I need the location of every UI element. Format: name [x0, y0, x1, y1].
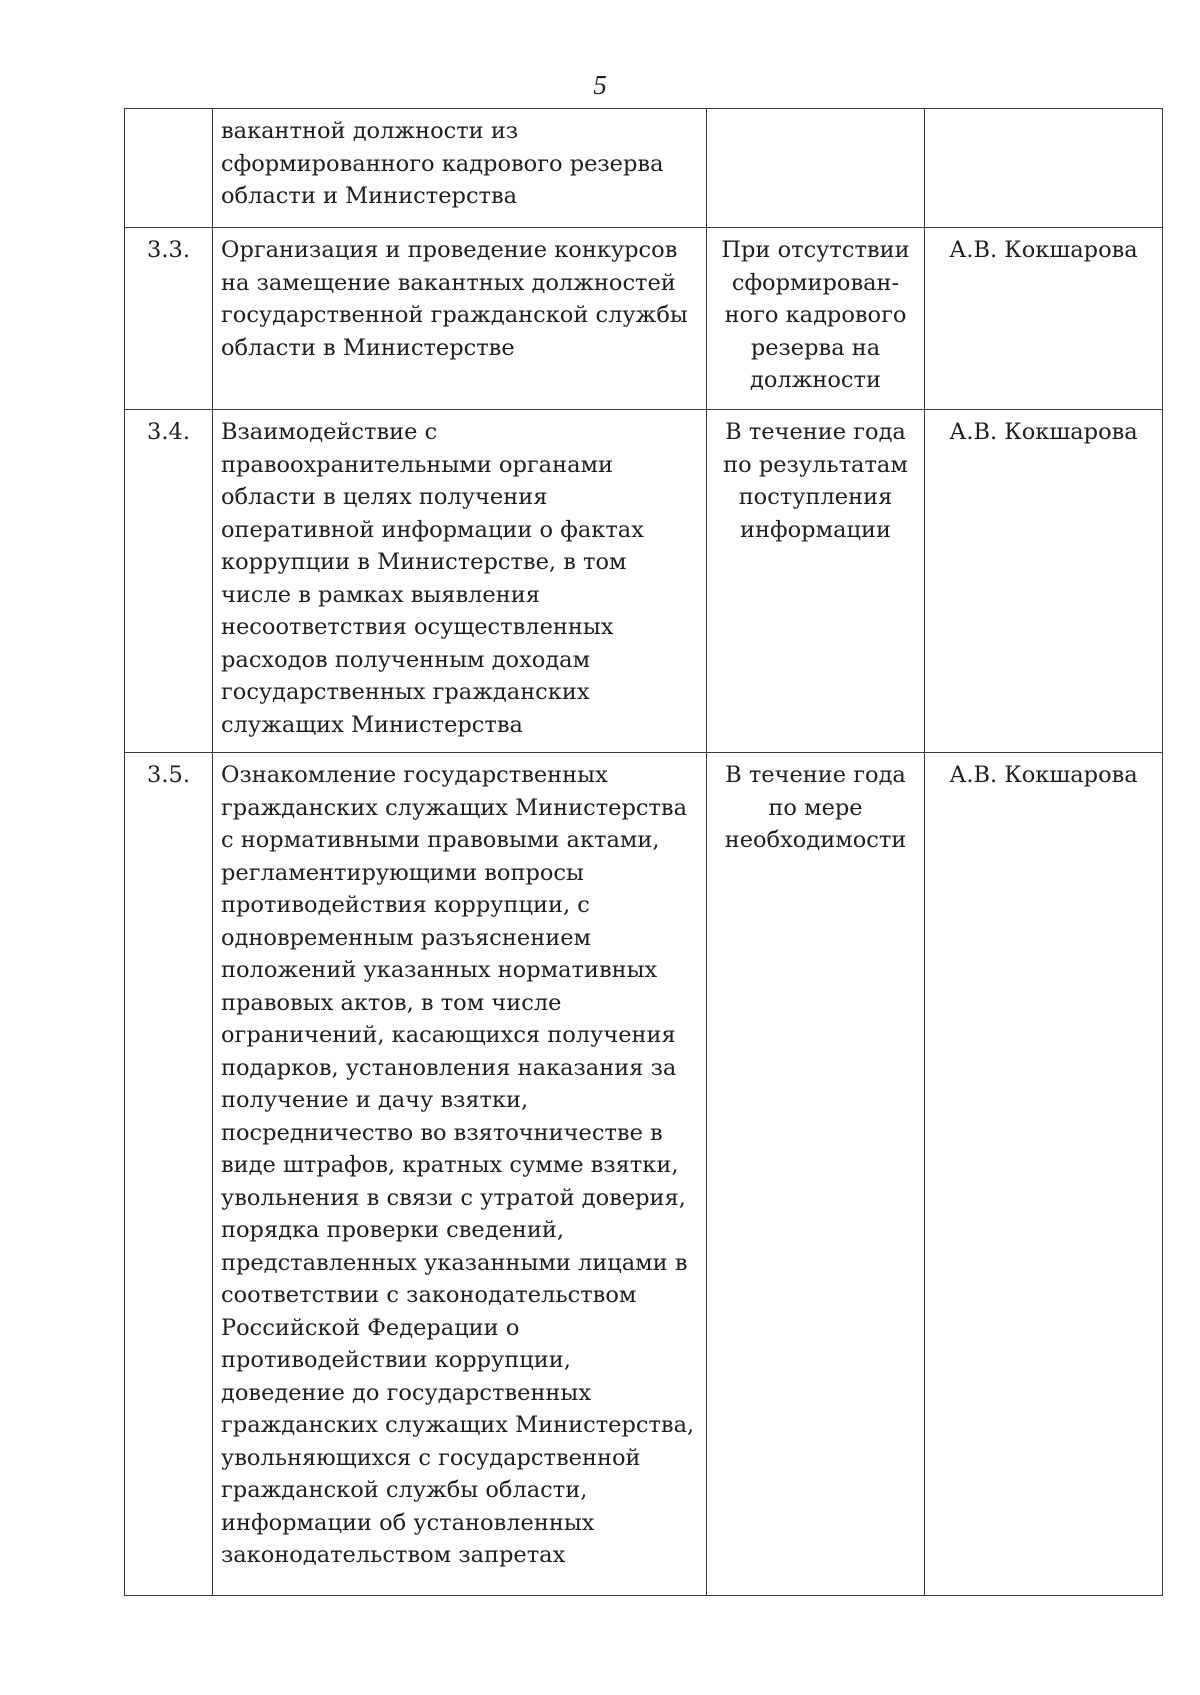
text-line: с нормативными правовыми актами,	[221, 827, 660, 853]
term-cell	[707, 410, 925, 753]
term-line: При отсутствии	[721, 237, 910, 263]
term-line: резерва на	[750, 334, 881, 361]
text-line: информации об установленных	[221, 1509, 595, 1536]
text-line: государственных гражданских	[221, 679, 590, 705]
text-line: правовых актов, в том числе	[221, 989, 562, 1016]
text-line: области в Министерстве	[221, 334, 515, 361]
term-line: В течение года	[725, 419, 906, 445]
text-line: коррупции в Министерстве, в том	[221, 549, 627, 575]
text-line: одновременным разъяснением	[221, 924, 592, 951]
text-line: числе в рамках выявления	[221, 581, 540, 608]
text-line: регламентирующими вопросы	[221, 859, 584, 886]
term-line: сформирован-	[731, 269, 900, 296]
text-line: несоответствия осуществленных	[221, 614, 614, 640]
table-row	[125, 410, 1163, 753]
text-line: положений указанных нормативных	[221, 957, 658, 983]
text-line: противодействия коррупции, с	[221, 892, 590, 918]
text-line: виде штрафов, кратных сумме взятки,	[221, 1152, 679, 1178]
measures-table	[124, 108, 1163, 1596]
text-line: на замещение вакантных должностей	[221, 269, 676, 296]
text-line: государственной гражданской службы	[221, 302, 688, 328]
text-line: области и Министерства	[221, 183, 518, 209]
text-line: гражданских служащих Министерства,	[221, 1412, 695, 1438]
page-number: 5	[593, 70, 607, 100]
item-number-cell: 3.4.	[125, 410, 213, 753]
text-line: Ознакомление государственных	[221, 762, 608, 788]
term-line: по мере	[768, 794, 863, 821]
term-line: необходимости	[724, 827, 907, 853]
term-cell	[707, 753, 925, 1596]
item-number-cell: 3.5.	[125, 753, 213, 1596]
text-line: служащих Министерства	[221, 711, 523, 738]
text-line: Взаимодействие с	[221, 419, 438, 445]
text-line: расходов полученным доходам	[221, 646, 591, 673]
text-line: увольняющихся с государственной	[221, 1444, 641, 1471]
term-cell	[707, 228, 925, 410]
responsible-cell: А.В. Кокшарова	[925, 228, 1163, 410]
text-line: оперативной информации о фактах	[221, 516, 644, 543]
text-line: ограничений, касающихся получения	[221, 1022, 676, 1048]
table-row	[125, 228, 1163, 410]
responsible-cell: А.В. Кокшарова	[925, 753, 1163, 1596]
text-line: Российской Федерации о	[221, 1314, 520, 1341]
term-line: по результатам	[723, 451, 908, 478]
text-line: получение и дачу взятки,	[221, 1087, 529, 1113]
text-line: посредничество во взяточничестве в	[221, 1119, 663, 1146]
measure-description	[213, 410, 707, 753]
measure-description	[213, 109, 707, 228]
term-line: должности	[750, 367, 881, 393]
text-line: увольнения в связи с утратой доверия,	[221, 1184, 686, 1211]
table-row	[125, 753, 1163, 1596]
table-row	[125, 109, 1163, 228]
measure-description	[213, 228, 707, 410]
text-line: доведение до государственных	[221, 1379, 592, 1406]
text-line: гражданской службы области,	[221, 1477, 588, 1503]
text-line: подарков, установления наказания за	[221, 1054, 677, 1081]
term-line: ного кадрового	[724, 302, 907, 328]
term-line: поступления	[738, 484, 893, 510]
text-line: Организация и проведение конкурсов	[221, 237, 678, 263]
item-number-cell: 3.3.	[125, 228, 213, 410]
term-line: В течение года	[725, 762, 906, 788]
text-line: гражданских служащих Министерства	[221, 794, 687, 821]
text-line: законодательством запретах	[221, 1542, 566, 1568]
responsible-cell	[925, 109, 1163, 228]
text-line: порядка проверки сведений,	[221, 1217, 565, 1243]
item-number-cell	[125, 109, 213, 228]
responsible-cell: А.В. Кокшарова	[925, 410, 1163, 753]
text-line: области в целях получения	[221, 484, 548, 510]
text-line: вакантной должности из	[221, 118, 519, 144]
term-cell	[707, 109, 925, 228]
measure-description	[213, 753, 707, 1596]
text-line: соответствии с законодательством	[221, 1282, 637, 1308]
term-line: информации	[740, 516, 891, 543]
text-line: правоохранительными органами	[221, 451, 613, 478]
text-line: представленных указанными лицами в	[221, 1249, 688, 1276]
text-line: сформированного кадрового резерва	[221, 150, 664, 177]
text-line: противодействии коррупции,	[221, 1347, 571, 1373]
